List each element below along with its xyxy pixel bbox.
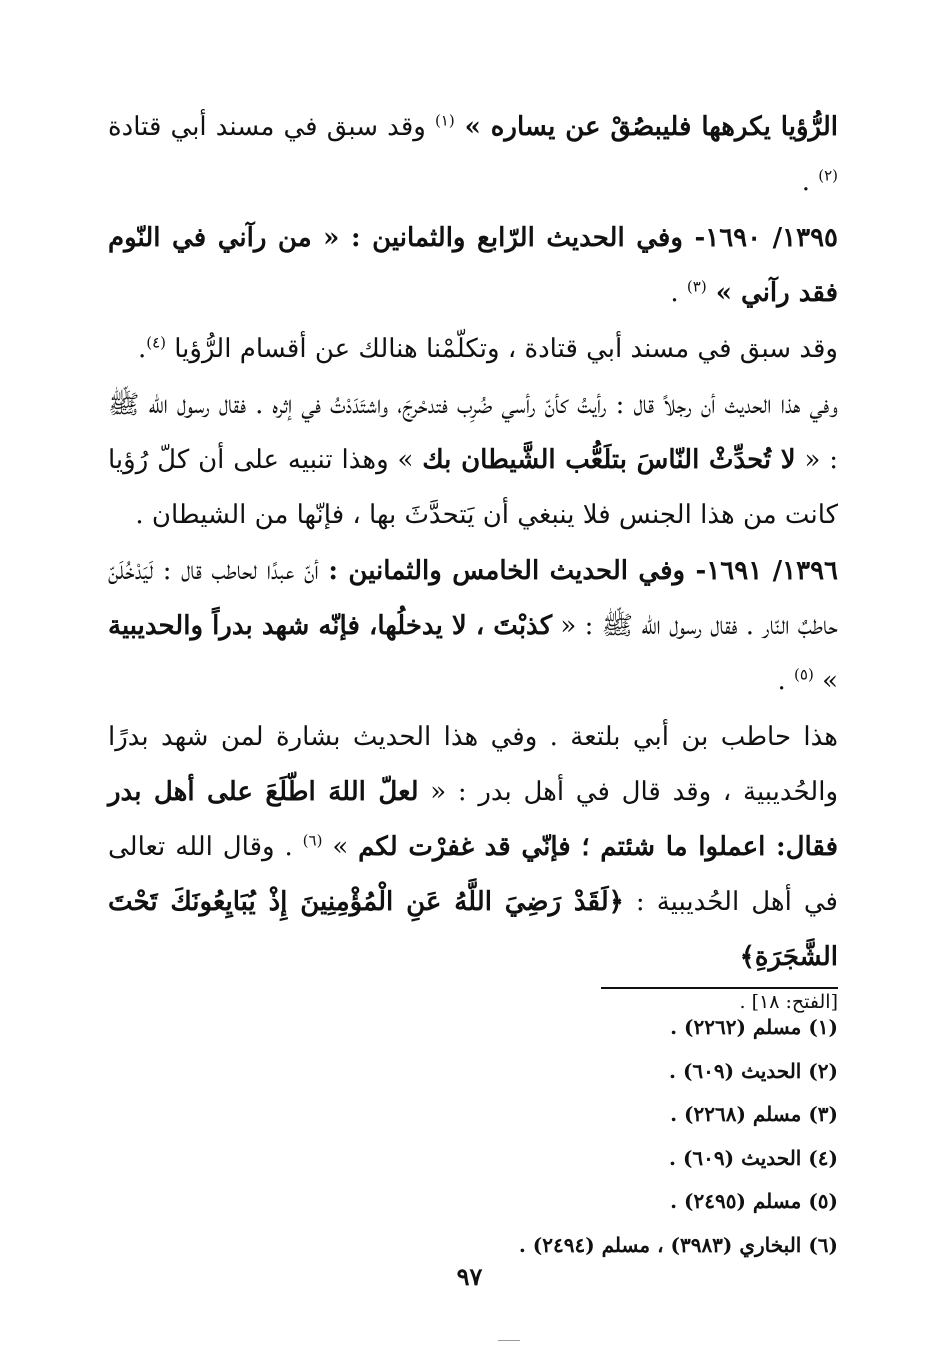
footnote-ref-6: (٦)	[302, 831, 323, 850]
paragraph-text: أنّ عبدًا لحاطب قال : لَيَدْخُلَنّ حاطبٌ النّار . فقال رسول الله ﷺ : «	[108, 556, 839, 641]
footnote-5: (٥) مسلم (٢٤٩٥) .	[670, 1189, 838, 1214]
page-body	[108, 100, 838, 1300]
paragraph-6	[108, 710, 838, 985]
paragraph-text: هذا حاطب بن أبي بلتعة . وفي هذا الحديث بشارة لمن شهد بدرًا والحُديبية ، وقد قال في أهل بدر : «	[108, 722, 839, 807]
footnote-divider	[601, 987, 838, 989]
paragraph-text: »	[322, 832, 359, 862]
hadith-quote: لعلّ اللهَ اطّلَعَ على أهل بدر فقال: اعملوا ما شئتم ؛ فإنّي قد غفرْت لكم	[108, 777, 838, 862]
footnote-3: (٣) مسلم (٢٢٦٨) .	[670, 1102, 838, 1127]
quran-verse: ﴿لَقَدْ رَضِيَ اللَّهُ عَنِ الْمُؤْمِنِينَ إِذْ يُبَايِعُونَكَ تَحْتَ الشَّجَرَةِ﴾	[108, 887, 838, 972]
hadith-quote: لا تُحدِّثْ النّاسَ بتلَعُّب الشَّيطان بك	[422, 445, 796, 475]
paragraph-1	[108, 100, 838, 210]
paragraph-end: .	[670, 278, 687, 308]
paragraph-3	[108, 322, 838, 377]
paragraph-text: وقد سبق في مسند أبي قتادة	[108, 112, 435, 142]
footnotes-list	[108, 1006, 838, 1268]
footnote-1: (١) مسلم (٢٢٦٢) .	[670, 1015, 838, 1039]
footnote-6: (٦) البخاري (٣٩٨٣) ، مسلم (٢٤٩٤) .	[518, 1232, 838, 1257]
paragraph-end: .	[137, 334, 147, 364]
hadith-heading-1396: ١٣٩٦/ ١٦٩١- وفي الحديث الخامس والثمانين :	[328, 556, 838, 586]
paragraph-text: وفي هذا الحديث أن رجلاً قال : رأيتُ كأنّ رأسي ضُرِب فتدحْرجَ، واشتَدَدْتُ في إثره . فقال رسول الله ﷺ : «	[108, 390, 838, 475]
paragraph-end: .	[801, 167, 819, 197]
page-number: ٩٧	[456, 1262, 483, 1291]
quran-citation: [الفتح: ١٨] .	[739, 991, 838, 1013]
footnote-2: (٢) الحديث (٦٠٩) .	[669, 1058, 838, 1083]
paragraph-4	[108, 378, 838, 543]
paragraph-text: . وقال الله تعالى في أهل الحُديبية :	[108, 832, 838, 917]
paragraph-text: »	[813, 666, 838, 696]
footnote-ref-3: (٣)	[686, 277, 707, 296]
paragraph-5	[108, 544, 838, 709]
footnote-ref-2: (٢)	[818, 166, 838, 185]
hadith-end-text: الرُّؤيا يكرهها فليبصُقْ عن يساره »	[454, 112, 838, 142]
paragraph-2	[108, 211, 838, 321]
paragraph-text: » وهذا تنبيه على أن كلّ رُؤيا كانت من هذا الجنس فلا ينبغي أن يَتحدَّثَ بها ، فإنّها من الشيطان .	[108, 445, 838, 530]
footnote-ref-4: (٤)	[146, 333, 166, 352]
hadith-heading-1395: ١٣٩٥/ ١٦٩٠- وفي الحديث الرّابع والثمانين : « من رآني في النّوم فقد رآني »	[108, 223, 838, 308]
footnote-ref-1: (١)	[434, 111, 455, 130]
hadith-quote: كذبْتَ ، لا يدخلُها، فإنّه شهد بدراً والحديبية	[108, 611, 553, 641]
paragraph-text: وقد سبق في مسند أبي قتادة ، وتكلّمْنا هنالك عن أقسام الرُّؤيا	[165, 334, 838, 364]
scan-mark	[498, 1340, 520, 1341]
footnote-4: (٤) الحديث (٦٠٩) .	[669, 1145, 838, 1170]
footnote-ref-5: (٥)	[794, 665, 814, 684]
paragraph-end: .	[777, 666, 795, 696]
